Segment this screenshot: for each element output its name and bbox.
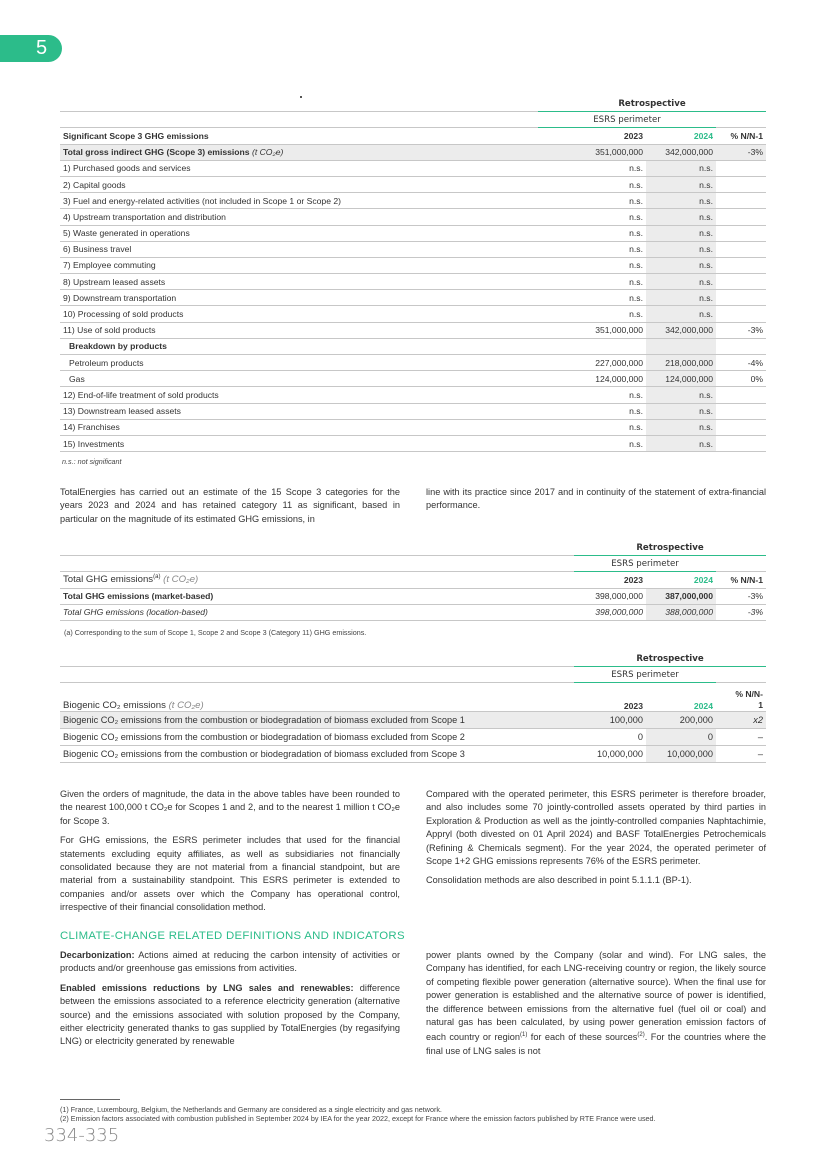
row-2023: n.s. (538, 160, 646, 176)
table-row (60, 355, 766, 371)
row-2023: n.s. (538, 176, 646, 192)
def2-right-b: for each of these sources (527, 1032, 638, 1043)
row-label: Total GHG emissions (location-based) (60, 604, 574, 620)
table-row (60, 435, 766, 451)
table-row (60, 306, 766, 322)
row-change (716, 160, 766, 176)
table-row (60, 729, 766, 746)
table-row (60, 403, 766, 419)
row-label: Breakdown by products (60, 338, 538, 354)
row-2023: 351,000,000 (538, 322, 646, 338)
row-label: Biogenic CO₂ emissions from the combustion or biodegradation of biomass excluded from Scope 1 (60, 712, 574, 729)
row-2023: n.s. (538, 435, 646, 451)
row-2023: 398,000,000 (574, 604, 646, 620)
retrospective-header: Retrospective (574, 540, 766, 556)
table-row (60, 371, 766, 387)
row-change: – (716, 729, 766, 746)
row-label: 14) Franchises (60, 419, 538, 435)
row-label: 6) Business travel (60, 241, 538, 257)
row-2023: 10,000,000 (574, 746, 646, 763)
table-row (60, 588, 766, 604)
row-label: 7) Employee commuting (60, 257, 538, 273)
para1-right: line with its practice since 2017 and in continuity of the statement of extra-financial performance. (426, 487, 766, 511)
table-row (60, 241, 766, 257)
col-2023: 2023 (574, 683, 646, 712)
section-title: CLIMATE-CHANGE RELATED DEFINITIONS AND INDICATORS (60, 930, 405, 942)
col-change-a: % N/N- (735, 689, 764, 700)
row-label: 12) End-of-life treatment of sold products (60, 387, 538, 403)
total-label: Total gross indirect GHG (Scope 3) emissions (63, 147, 250, 158)
biogenic-table (60, 651, 766, 763)
row-2024: n.s. (646, 306, 716, 322)
row-2024: n.s. (646, 209, 716, 225)
row-2024: n.s. (646, 387, 716, 403)
table-row (60, 387, 766, 403)
row-2023: n.s. (538, 225, 646, 241)
page-number: 334-335 (44, 1125, 120, 1146)
row-2023: n.s. (538, 403, 646, 419)
row-change: -4% (716, 355, 766, 371)
row-label: Biogenic CO₂ emissions from the combustion or biodegradation of biomass excluded from Scope 2 (60, 729, 574, 746)
footnote-1: (1) France, Luxembourg, Belgium, the Netherlands and Germany are considered as a single electricity and gas network. (60, 1105, 442, 1114)
col-2023: 2023 (538, 128, 646, 144)
row-2024: n.s. (646, 403, 716, 419)
row-label: 5) Waste generated in operations (60, 225, 538, 241)
row-2024: n.s. (646, 176, 716, 192)
row-change (716, 176, 766, 192)
def2-text: difference between the emissions associated to a reference electricity generation (alternative source) and the emissions associated with solution proposed by the Company, either electricity generated thanks to gas supplied by TotalEnergies (by regasifying LNG) or electricity generated by renewable (60, 982, 400, 1047)
para2-left-1: Given the orders of magnitude, the data in the above tables have been rounded to the nearest 100,000 t CO₂e for Scopes 1 and 2, and to the nearest 1 million t CO₂e for Scope 3. (60, 789, 400, 826)
col-change: % N/N-1 (716, 572, 766, 588)
table-row (60, 225, 766, 241)
row-change (716, 306, 766, 322)
para2-left-2: For GHG emissions, the ESRS perimeter includes that used for the financial statements excluding equity affiliates, as well as subsidiaries not financially consolidated because they are not material from a financial standpoint, but are material from a sustainability standpoint. This ESRS perimeter is extended to companies and/or assets over which the Company has operational control, irrespective of their financial consolidation method. (60, 835, 400, 913)
table1-note: n.s.: not significant (62, 457, 122, 466)
row-2023: n.s. (538, 209, 646, 225)
col-2023: 2023 (574, 572, 646, 588)
footnote-ref-2: (2) (637, 1032, 645, 1039)
table2-unit: (t CO₂e) (163, 574, 199, 586)
table-row (60, 604, 766, 620)
row-label: 9) Downstream transportation (60, 290, 538, 306)
row-2024: 218,000,000 (646, 355, 716, 371)
total-row (60, 144, 766, 160)
row-2023 (538, 338, 646, 354)
para2-left (60, 788, 400, 921)
row-2024: n.s. (646, 160, 716, 176)
row-2024: 387,000,000 (646, 588, 716, 604)
col-2024: 2024 (646, 128, 716, 144)
row-change (716, 209, 766, 225)
esrs-perimeter-header: ESRS perimeter (574, 556, 716, 572)
biogenic-rows (60, 712, 766, 763)
scope3-table (60, 96, 766, 452)
row-label: Gas (60, 371, 538, 387)
row-change: -3% (716, 322, 766, 338)
row-label: 4) Upstream transportation and distribution (60, 209, 538, 225)
table-row (60, 176, 766, 192)
row-label: 13) Downstream leased assets (60, 403, 538, 419)
row-2024: 0 (646, 729, 716, 746)
row-label: 10) Processing of sold products (60, 306, 538, 322)
row-2024 (646, 338, 716, 354)
total-change: -3% (716, 144, 766, 160)
table3-unit: (t CO₂e) (168, 700, 204, 712)
row-2023: 0 (574, 729, 646, 746)
row-2023: n.s. (538, 306, 646, 322)
def1-text: Actions aimed at reducing the carbon intensity of activities or products and/or greenhouse gas emissions from activities. (60, 950, 400, 974)
row-2023: n.s. (538, 241, 646, 257)
col-change-b: 1 (758, 700, 764, 711)
row-2024: 10,000,000 (646, 746, 716, 763)
total-2024: 342,000,000 (646, 144, 716, 160)
row-change: 0% (716, 371, 766, 387)
row-2024: n.s. (646, 290, 716, 306)
footnote-2: (2) Emission factors associated with combustion published in September 2024 by IEA for the year 2022, except for France where the emission factors published by RTE France were used. (60, 1114, 656, 1123)
total-2023: 351,000,000 (538, 144, 646, 160)
row-change: -3% (716, 588, 766, 604)
def1-term: Decarbonization: (60, 950, 135, 960)
total-unit: (t CO₂e) (251, 147, 284, 158)
table2-note: (a) Corresponding to the sum of Scope 1, Scope 2 and Scope 3 (Category 11) GHG emissions. (64, 628, 367, 637)
col-change: % N/N-1 (716, 128, 766, 144)
table-row (60, 209, 766, 225)
row-change (716, 403, 766, 419)
row-2024: n.s. (646, 274, 716, 290)
row-change (716, 338, 766, 354)
row-2024: 200,000 (646, 712, 716, 729)
row-2023: n.s. (538, 290, 646, 306)
row-2024: n.s. (646, 241, 716, 257)
row-2023: n.s. (538, 419, 646, 435)
row-change: – (716, 746, 766, 763)
row-label: Biogenic CO₂ emissions from the combustion or biodegradation of biomass excluded from Scope 3 (60, 746, 574, 763)
row-label: Petroleum products (60, 355, 538, 371)
table2-title-sup: (a) (153, 574, 161, 581)
footnote-divider (60, 1099, 120, 1100)
row-2024: 342,000,000 (646, 322, 716, 338)
row-2023: n.s. (538, 193, 646, 209)
row-change (716, 387, 766, 403)
def2-right-c: . For the countries where the final use of LNG sales is not (426, 1032, 766, 1056)
table-row (60, 290, 766, 306)
table-row (60, 322, 766, 338)
scope3-rows (60, 160, 766, 451)
esrs-perimeter-header: ESRS perimeter (538, 112, 716, 128)
esrs-perimeter-header: ESRS perimeter (574, 667, 716, 683)
row-change (716, 274, 766, 290)
table-row (60, 274, 766, 290)
row-change: x2 (716, 712, 766, 729)
table-row (60, 419, 766, 435)
row-2023: 227,000,000 (538, 355, 646, 371)
def2-term: Enabled emissions reductions by LNG sales and renewables: (60, 982, 354, 993)
total-ghg-table (60, 540, 766, 621)
row-label: 8) Upstream leased assets (60, 274, 538, 290)
chapter-tab (0, 35, 62, 62)
para2-right-1: Compared with the operated perimeter, this ESRS perimeter is therefore broader, and also includes some 70 jointly-controlled assets operated by third parties in Exploration & Production as well as the jointly-controlled companies Naphtachimie, Appryl (both divested on 01 April 2024) and BASF TotalEnergies Petrochemicals (Refining & Chemicals segment). For the year 2024, the operated perimeter of Scope 1+2 GHG emissions represents 76% of the ESRS perimeter. (426, 789, 766, 867)
footnote-ref-1: (1) (520, 1032, 528, 1039)
row-2023: 100,000 (574, 712, 646, 729)
row-2024: n.s. (646, 435, 716, 451)
row-2024: n.s. (646, 225, 716, 241)
row-label: 3) Fuel and energy-related activities (not included in Scope 1 or Scope 2) (60, 193, 538, 209)
row-2024: n.s. (646, 257, 716, 273)
table3-title: Biogenic CO₂ emissions (63, 700, 166, 712)
row-change (716, 225, 766, 241)
para1-left: TotalEnergies has carried out an estimate of the 15 Scope 3 categories for the years 2023 and 2024 and has retained category 11 as significant, based in particular on the magnitude of its estimated GHG emissions, in (60, 487, 400, 524)
row-2024: n.s. (646, 419, 716, 435)
row-change (716, 257, 766, 273)
table-row (60, 160, 766, 176)
definitions-left (60, 949, 400, 1055)
footnotes (60, 1105, 766, 1123)
col-2024: 2024 (646, 683, 716, 712)
row-change: -3% (716, 604, 766, 620)
retrospective-header: Retrospective (574, 651, 766, 667)
row-2024: n.s. (646, 193, 716, 209)
row-label: 11) Use of sold products (60, 322, 538, 338)
para2-right-2: Consolidation methods are also described in point 5.1.1.1 (BP-1). (426, 875, 692, 886)
col-2024: 2024 (646, 572, 716, 588)
row-2023: n.s. (538, 274, 646, 290)
row-2024: 388,000,000 (646, 604, 716, 620)
para2-right (426, 788, 766, 894)
table-title: Significant Scope 3 GHG emissions (60, 128, 538, 144)
row-label: 1) Purchased goods and services (60, 160, 538, 176)
table-row (60, 257, 766, 273)
row-label: 2) Capital goods (60, 176, 538, 192)
row-2024: 124,000,000 (646, 371, 716, 387)
row-2023: n.s. (538, 257, 646, 273)
table-row (60, 746, 766, 763)
row-change (716, 435, 766, 451)
table-row (60, 712, 766, 729)
row-2023: 398,000,000 (574, 588, 646, 604)
row-change (716, 241, 766, 257)
definitions-right (426, 949, 766, 1064)
def2-right-a: power plants owned by the Company (solar and wind). For LNG sales, the Company has identified, for each LNG-receiving country or region, the likely source of competing flexible power generation (alternative source). When the final use for power generation is established and the alternative source of power is identified, the difference between emissions from the alternative fuel (fuel oil or coal) and natural gas has been calculated, by using power generation emission factors of each country or region (426, 950, 766, 1043)
row-label: Total GHG emissions (market-based) (60, 588, 574, 604)
table-row (60, 193, 766, 209)
retrospective-header: Retrospective (538, 96, 766, 112)
chapter-number: 5 (36, 37, 48, 59)
row-2023: 124,000,000 (538, 371, 646, 387)
row-label: 15) Investments (60, 435, 538, 451)
row-change (716, 419, 766, 435)
row-2023: n.s. (538, 387, 646, 403)
row-change (716, 290, 766, 306)
row-change (716, 193, 766, 209)
table-row (60, 338, 766, 354)
table2-title: Total GHG emissions (63, 574, 154, 586)
